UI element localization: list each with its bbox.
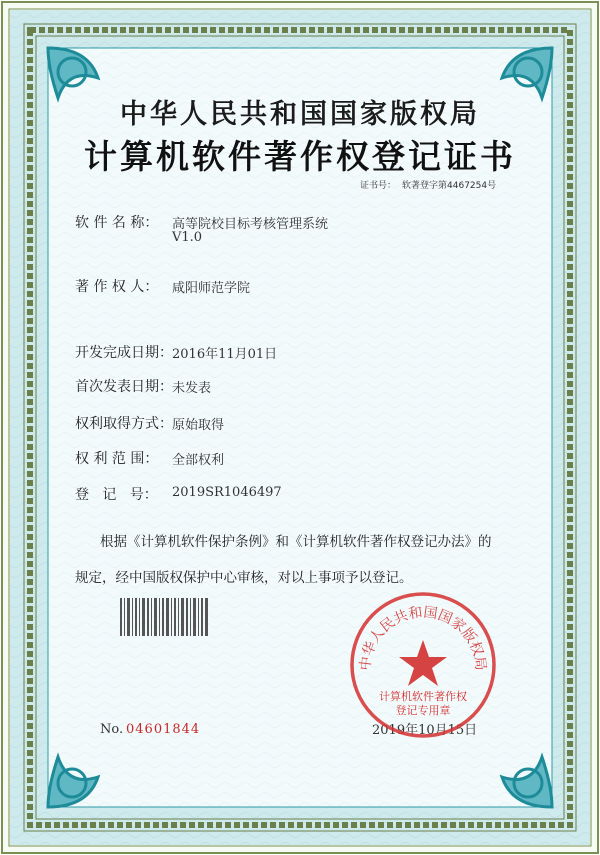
serial-number: 04601844 (126, 722, 201, 737)
field-label-scope: 权 利 范 围： (75, 451, 159, 467)
svg-text:中华人民共和国国家版权局: 中华人民共和国国家版权局 (357, 604, 489, 672)
certificate-title: 计算机软件著作权登记证书 (84, 137, 516, 176)
svg-text:登记专用章: 登记专用章 (395, 704, 451, 717)
field-value-scope: 全部权利 (172, 453, 225, 468)
registration-number (360, 178, 496, 191)
field-label-registration: 登 记 号： (75, 487, 158, 503)
field-value-acquisition: 原始取得 (172, 418, 225, 433)
field-value-registration: 2019SR1046497 (172, 485, 282, 500)
svg-text:计算机软件著作权: 计算机软件著作权 (379, 690, 467, 703)
field-label-owner: 著 作 权 人： (75, 279, 159, 295)
issue-date: 2019年10月15日 (372, 723, 478, 738)
star-icon (399, 640, 447, 686)
registration-label: 证书号： (360, 181, 397, 191)
barcode-icon (120, 598, 208, 636)
field-value-software-name: 高等院校目标考核管理系统 (172, 217, 329, 232)
field-label-publish-date: 首次发表日期： (75, 379, 173, 395)
field-label-completion-date: 开发完成日期： (75, 345, 173, 361)
field-label-software-name: 软 件 名 称： (75, 215, 159, 231)
statement-line-2: 规定，经中国版权保护中心审核，对以上事项予以登记。 (75, 570, 413, 586)
serial-label: No. (100, 722, 124, 737)
field-value-publish-date: 未发表 (172, 381, 212, 396)
field-value-owner: 咸阳师范学院 (172, 281, 251, 296)
statement-line-1: 根据《计算机软件保护条例》和《计算机软件著作权登记办法》的 (100, 534, 492, 550)
authority-name: 中华人民共和国国家版权局 (120, 99, 480, 130)
official-seal (348, 590, 498, 740)
field-value-version: V1.0 (172, 230, 203, 245)
field-value-completion-date: 2016年11月01日 (172, 347, 278, 362)
registration-value: 软著登字第4467254号 (402, 181, 497, 191)
field-label-acquisition: 权利取得方式： (75, 416, 173, 432)
